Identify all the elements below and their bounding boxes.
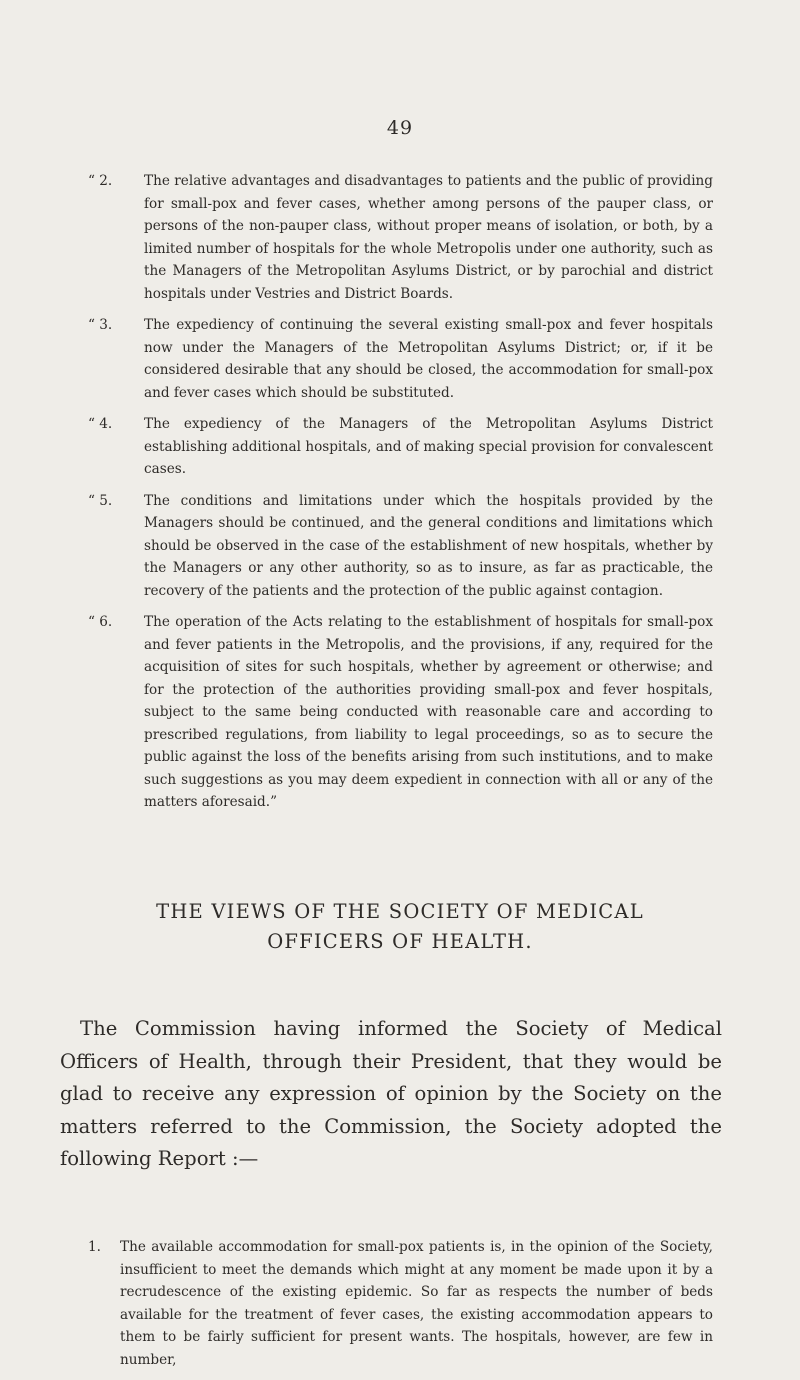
clause-number: “ 4. bbox=[88, 416, 113, 432]
section-heading-line-2: OFFICERS OF HEALTH. bbox=[267, 930, 533, 953]
section-heading bbox=[60, 897, 740, 957]
clause-text: The expediency of continuing the several existing small-pox and fever hospitals now under the Managers of the Metropolitan Asylums District; or, if it be considered desirable that any should be closed, the accommodation for small-pox and fever cases which should be substituted. bbox=[144, 317, 713, 401]
quoted-clause-5 bbox=[88, 490, 713, 603]
page-number: 49 bbox=[386, 117, 414, 139]
quoted-clause-4 bbox=[88, 413, 713, 481]
clause-number: “ 2. bbox=[88, 173, 113, 189]
clause-number: 1. bbox=[88, 1239, 101, 1255]
clause-text: The operation of the Acts relating to the establishment of hospitals for small-pox and fever patients in the Metropolis, and the provisions, if any, required for the acquisition of sites for such hospitals, whether by agreement or otherwise; and for the protection of the authorities providing small-pox and fever hospitals, subject to the same being conducted with reasonable care and according to prescribed regulations, from liability to legal proceedings, so as to secure the public against the loss of the benefits arising from such institutions, and to make such suggestions as you may deem expedient in connection with all or any of the matters aforesaid.” bbox=[144, 614, 713, 810]
clause-text: The expediency of the Managers of the Metropolitan Asylums District establishing additional hospitals, and of making special provision for convalescent cases. bbox=[144, 416, 713, 477]
clause-text: The relative advantages and disadvantages to patients and the public of providing for small-pox and fever cases, whether among persons of the pauper class, or persons of the non-pauper class, without proper means of isolation, or both, by a limited number of hospitals for the whole Metropolis under one authority, such as the Managers of the Metropolitan Asylums District, or by parochial and district hospitals under Vestries and District Boards. bbox=[144, 173, 713, 302]
clause-text: The conditions and limitations under which the hospitals provided by the Managers should be continued, and the general conditions and limitations which should be observed in the case of the establishment of new hospitals, whether by the Managers or any other authority, so as to insure, as far as practicable, the recovery of the patients and the protection of the public against contagion. bbox=[144, 492, 713, 599]
clause-number: “ 5. bbox=[88, 492, 113, 509]
clause-text: The available accommodation for small-pox patients is, in the opinion of the Society, insufficient to meet the demands which might at any moment be made upon it by a recrudescence of the existing epidemic. So far as respects the number of beds available for the treatment of fever cases, the existing accommodation appears to them to be fairly sufficient for present wants. The hospitals, however, are few in number, bbox=[120, 1239, 713, 1368]
quoted-clause-6 bbox=[88, 611, 713, 814]
quoted-clause-3 bbox=[88, 314, 713, 404]
report-clauses bbox=[88, 1236, 713, 1380]
clause-number: “ 3. bbox=[88, 317, 113, 333]
report-clause-1 bbox=[88, 1236, 713, 1371]
lead-paragraph: The Commission having informed the Society of Medical Officers of Health, through their President, that they would be glad to receive any expression of opinion by the Society on the matters referred to the Commission, the Society adopted the following Report :— bbox=[60, 1017, 722, 1170]
quoted-reference-terms bbox=[88, 170, 713, 823]
section-heading-line-1: THE VIEWS OF THE SOCIETY OF MEDICAL bbox=[156, 900, 644, 923]
quoted-clause-2 bbox=[88, 170, 713, 305]
clause-number: “ 6. bbox=[88, 614, 113, 630]
